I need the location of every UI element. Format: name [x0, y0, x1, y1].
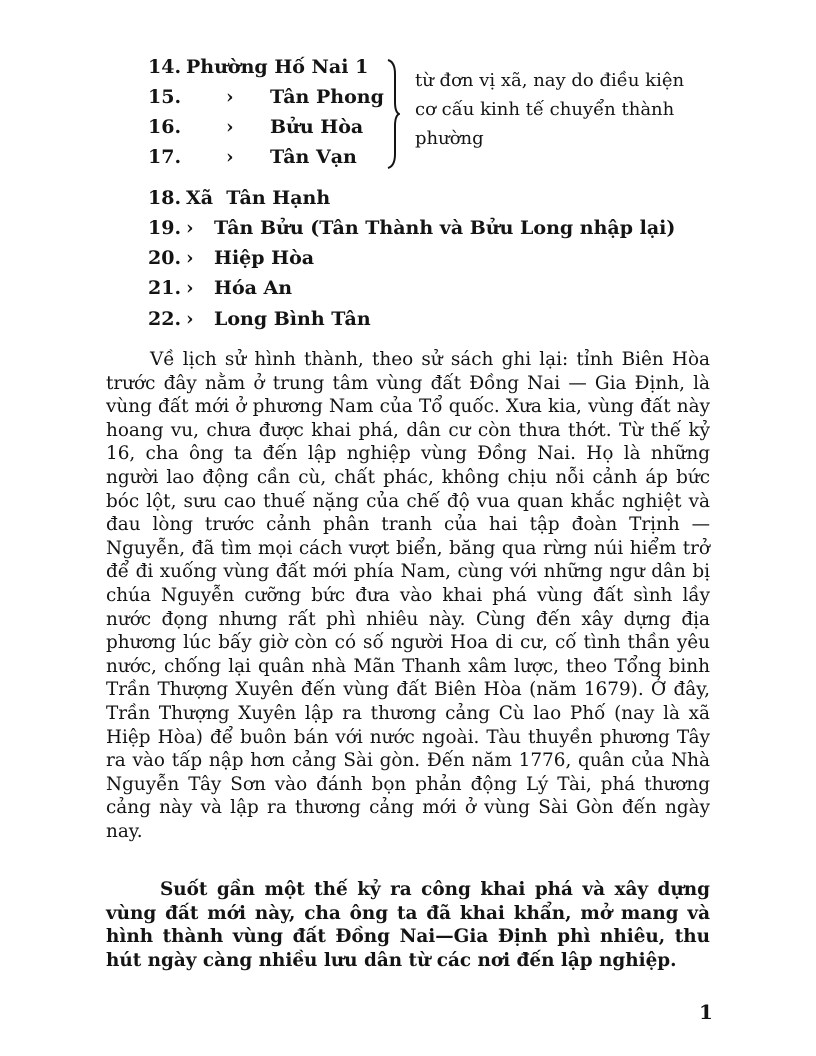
list-item	[148, 112, 388, 142]
ditto-mark: ›	[226, 146, 234, 168]
ditto-mark: ›	[186, 217, 194, 239]
item-kind: Phường	[186, 56, 268, 78]
item-name: Hố Nai 1	[274, 56, 369, 78]
list-item	[148, 82, 388, 112]
item-name: Tân Vạn	[270, 146, 357, 168]
item-name: Bửu Hòa	[270, 116, 364, 138]
ditto-mark: ›	[186, 247, 194, 269]
item-number: 17.	[148, 146, 182, 168]
list-item	[148, 213, 675, 243]
item-name: Hiệp Hòa	[214, 247, 315, 269]
ditto-mark: ›	[186, 277, 194, 299]
list-item	[148, 273, 292, 303]
item-number: 14.	[148, 56, 182, 78]
item-number: 18.	[148, 187, 182, 209]
item-name: Tân Phong	[270, 86, 384, 108]
item-number: 21.	[148, 277, 182, 299]
item-number: 20.	[148, 247, 182, 269]
ditto-mark: ›	[226, 86, 234, 108]
list-item	[148, 52, 388, 82]
item-number: 19.	[148, 217, 182, 239]
item-name: Long Bình Tân	[214, 308, 371, 330]
body-paragraph: Suốt gần một thế kỷ ra công khai phá và xây dựng vùng đất mới này, cha ông ta đã khai khẩn, mở mang và hình thành vùng đất Đồng Nai—Gia Định phì nhiêu, thu hút ngày càng nhiều lưu dân từ các nơi đến lập nghiệp.	[106, 879, 710, 971]
body-paragraph: Về lịch sử hình thành, theo sử sách ghi lại: tỉnh Biên Hòa trước đây nằm ở trung tâm vùng đất Đồng Nai — Gia Định, là vùng đất mới ở phương Nam của Tổ quốc. Xưa kia, vùng đất này hoang vu, chưa được khai phá, dân cư còn thưa thớt. Từ thế kỷ 16, cha ông ta đến lập nghiệp vùng Đồng Nai. Họ là những người lao động cần cù, chất phác, không chịu nỗi cảnh áp bức bóc lột, sưu cao thuế nặng của chế độ vua quan khắc nghiệt và đau lòng trước cảnh phân tranh của hai tập đoàn Trịnh — Nguyễn, đã tìm mọi cách vượt biển, băng qua rừng núi hiểm trở để đi xuống vùng đất mới phía Nam, cùng với những ngư dân bị chúa Nguyễn cưỡng bức đưa vào khai phá vùng đất sình lầy nước đọng nhưng rất phì nhiêu này. Cùng đến xây dựng địa phương lúc bấy giờ còn có số người Hoa di cư, cố tình thần yêu nước, chống lại quân nhà Mãn Thanh xâm lược, theo Tổng binh Trần Thượng Xuyên đến vùng đất Biên Hòa (năm 1679). Ở đây, Trần Thượng Xuyên lập ra thương cảng Cù lao Phố (nay là xã Hiệp Hòa) để buôn bán với nước ngoài. Tàu thuyền phương Tây ra vào tấp nập hơn cảng Sài gòn. Đến năm 1776, quân của Nhà Nguyễn Tây Sơn vào đánh bọn phản động Lý Tài, phá thương cảng này và lập ra thương cảng mới ở vùng Sài Gòn đến ngày nay.	[106, 349, 710, 842]
list-item	[148, 243, 314, 273]
group-note: từ đơn vị xã, nay do điều kiện cơ cấu kinh tế chuyển thành phường	[415, 70, 685, 149]
item-number: 22.	[148, 308, 182, 330]
list-item	[148, 183, 330, 213]
list-item	[148, 304, 371, 334]
ditto-mark: ›	[186, 308, 194, 330]
page-number: 1	[699, 1000, 713, 1024]
item-number: 15.	[148, 86, 182, 108]
item-number: 16.	[148, 116, 182, 138]
list-item	[148, 142, 388, 172]
right-brace-icon	[386, 58, 400, 170]
item-name: Hóa An	[214, 277, 293, 299]
ditto-mark: ›	[226, 116, 234, 138]
item-kind: Xã	[186, 187, 214, 209]
item-name: Tân Bửu (Tân Thành và Bửu Long nhập lại)	[214, 217, 676, 239]
item-name: Tân Hạnh	[226, 187, 331, 209]
